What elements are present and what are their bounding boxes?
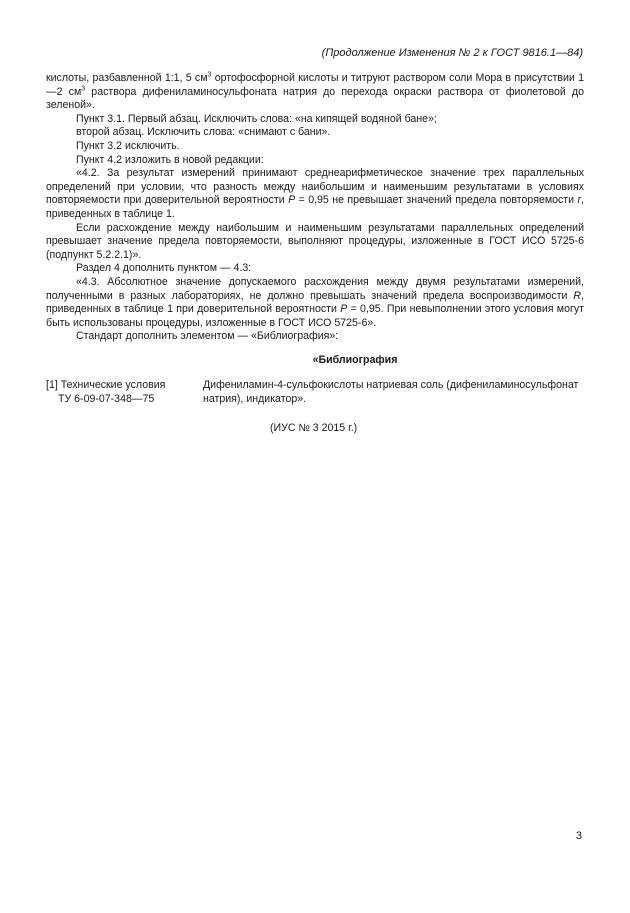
bibliography-reference xyxy=(46,379,206,406)
bibliography-description: Дифениламин-4-сульфокислоты натриевая соль (дифениламиносульфонат натрия), индикатор». xyxy=(203,379,579,405)
running-header: (Продолжение Изменения № 2 к ГОСТ 9816.1—84) xyxy=(321,47,583,59)
bibliography-ref-line-2: ТУ 6-09-07-348—75 xyxy=(58,392,155,405)
paragraph-discrepancy: Если расхождение между наибольшим и наименьшим результатами параллельных определений превышает значение предела повторяемости, выполняют процедуры, изложенные в ГОСТ ИСО 5725-6 (подпункт 5.2.2.1)». xyxy=(46,221,584,261)
paragraph-clause-3-1: Пункт 3.1. Первый абзац. Исключить слова: «на кипящей водяной бане»; xyxy=(76,112,437,125)
paragraph-continuation: кислоты, разбавленной 1:1, 5 $см^3$ ортофосфорной кислоты и титруют раствором соли Мора в присутствии 1—2 $см^3$ раствора дифениламиносульфоната натрия до перехода окраски раствора от фиолетовой до зеленой». xyxy=(46,71,584,112)
ius-reference: (ИУС № 3 2015 г.) xyxy=(270,422,358,434)
paragraph-second-abzac: второй абзац. Исключить слова: «снимают с бани». xyxy=(76,126,331,139)
paragraph-clause-4-2-intro: Пункт 4.2 изложить в новой редакции: xyxy=(76,153,264,166)
bibliography-title: «Библиография xyxy=(312,354,398,366)
page-number: 3 xyxy=(575,830,582,842)
paragraph-clause-4-3-text: «4.3. Абсолютное значение допускаемого расхождения между двумя результатами измерений, полученными в разных лабораториях, не должно превышать значений предела воспроизводимости R, приведенных в таблице 1 при доверительной вероятности P = 0,95. При невыполнении этого условия могут быть использованы процедуры, изложенные в ГОСТ ИСО 5725-6». xyxy=(46,275,584,329)
bibliography-ref-line-1: [1] Технические условия xyxy=(46,379,166,391)
paragraph-clause-4-2-text: «4.2. За результат измерений принимают среднеарифметическое значение трех параллельных определений при условии, что разность между наибольшим и наименьшим результатами в условиях повторяемости при доверительной вероятности P = 0,95 не превышает значений предела повторяемости r, приведенных в таблице 1. xyxy=(46,167,584,220)
document-body xyxy=(46,71,584,434)
paragraph-bibliography-add: Стандарт дополнить элементом — «Библиография»: xyxy=(76,330,339,343)
paragraph-section-4-add: Раздел 4 дополнить пунктом — 4.3: xyxy=(76,262,252,275)
paragraph-clause-3-2: Пункт 3.2 исключить. xyxy=(76,139,180,152)
